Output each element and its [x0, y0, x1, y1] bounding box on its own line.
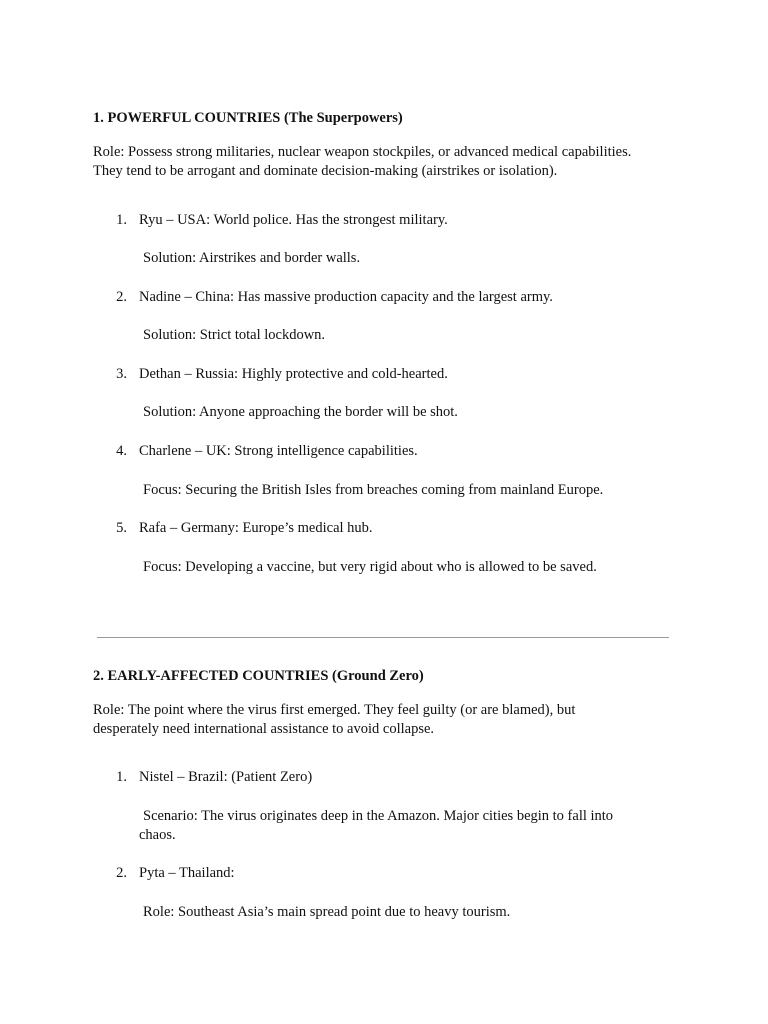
list-item-number: 2. [116, 289, 127, 305]
list-item-number: 1. [116, 769, 127, 785]
list-item-number: 2. [116, 865, 127, 881]
list-item-number: 1. [116, 212, 127, 228]
list-item-detail-line-2: chaos. [139, 827, 176, 843]
list-item-title: Dethan – Russia: Highly protective and cold-hearted. [139, 366, 448, 382]
section-1-role-line-2: They tend to be arrogant and dominate decision-making (airstrikes or isolation). [93, 163, 558, 179]
section-1-heading: 1. POWERFUL COUNTRIES (The Superpowers) [93, 110, 403, 126]
list-item-detail: Focus: Securing the British Isles from breaches coming from mainland Europe. [143, 482, 604, 498]
list-item-number: 3. [116, 366, 127, 382]
section-2-role-line-2: desperately need international assistance to avoid collapse. [93, 721, 435, 737]
section-2-role-line-1: Role: The point where the virus first emerged. They feel guilty (or are blamed), but [93, 702, 576, 718]
list-item-number: 5. [116, 520, 127, 536]
section-1-role-line-1: Role: Possess strong militaries, nuclear weapon stockpiles, or advanced medical capabilities. [93, 144, 632, 160]
section-2-heading: 2. EARLY-AFFECTED COUNTRIES (Ground Zero) [93, 668, 424, 684]
list-item-detail: Role: Southeast Asia’s main spread point due to heavy tourism. [143, 904, 511, 920]
list-item-detail: Solution: Strict total lockdown. [143, 327, 326, 343]
list-item-number: 4. [116, 443, 127, 459]
list-item-title: Rafa – Germany: Europe’s medical hub. [139, 520, 373, 536]
list-item-title: Charlene – UK: Strong intelligence capabilities. [139, 443, 418, 459]
list-item-detail: Solution: Anyone approaching the border will be shot. [143, 404, 458, 420]
list-item-detail: Focus: Developing a vaccine, but very rigid about who is allowed to be saved. [143, 559, 597, 575]
list-item-title: Nistel – Brazil: (Patient Zero) [139, 769, 313, 785]
section-divider [97, 637, 669, 638]
list-item-title: Ryu – USA: World police. Has the strongest military. [139, 212, 448, 228]
list-item-title: Pyta – Thailand: [139, 865, 235, 881]
list-item-detail-line-1: Scenario: The virus originates deep in the Amazon. Major cities begin to fall into [143, 808, 614, 824]
list-item-detail: Solution: Airstrikes and border walls. [143, 250, 361, 266]
list-item-title: Nadine – China: Has massive production capacity and the largest army. [139, 289, 553, 305]
